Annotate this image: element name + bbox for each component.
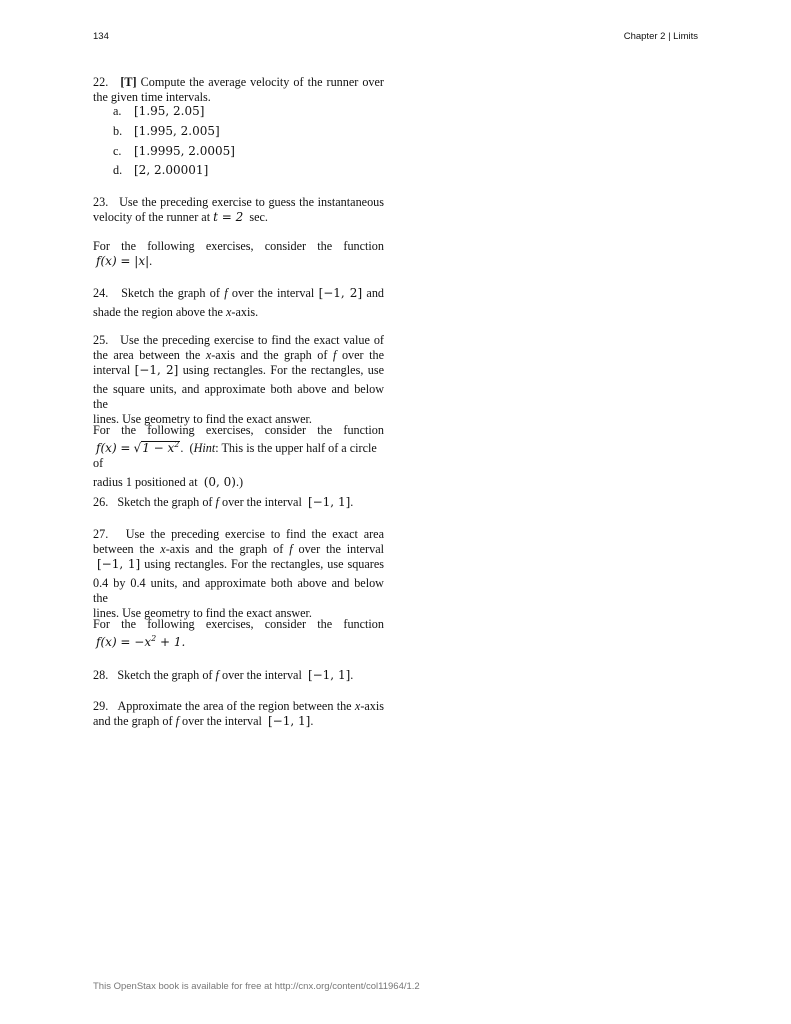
interval-value: [2, 2.00001] (134, 163, 209, 177)
exercise-number: 27. (93, 527, 109, 541)
function-name: f (224, 286, 228, 300)
exercise-22-item-b (113, 124, 373, 139)
variable-name: x (354, 699, 361, 713)
exercise-text: using rectangles. For the rectangles, use squares (144, 557, 385, 571)
exercise-text: over the interval (221, 495, 302, 509)
page-number: 134 (93, 31, 109, 42)
exercise-23 (93, 195, 384, 225)
instruction-f-semicircle: For the following exercises, consider the function $f(x) = √1 - x^2$. (Hint: This is the upper half of a circle of radius 1 positioned at (0, 0).) (93, 423, 384, 489)
interval-value: [−1, 1] (96, 557, 141, 571)
instruction-f-parabola (93, 617, 384, 650)
interval-value: [−1, 1] (307, 495, 351, 509)
exercise-text: Use the preceding exercise to guess the instantaneous (119, 195, 385, 209)
exercise-22-item-a (113, 104, 373, 119)
exercise-text: Use the preceding exercise to find the exact area (125, 527, 385, 541)
exercise-number: 29. (93, 699, 109, 713)
punctuation: . (180, 441, 184, 455)
exercise-text: lines. Use geometry to find the exact answer. (93, 412, 312, 426)
exercise-text: and the graph of (93, 714, 173, 728)
function-name: f (215, 668, 219, 682)
variable-name: x (205, 348, 212, 362)
exercise-22 (93, 75, 384, 105)
exercise-text: over the interval (231, 286, 315, 300)
instruction-f-abs (93, 239, 384, 269)
exercise-number: 25. (93, 333, 109, 347)
punctuation: . (350, 668, 354, 682)
exercise-text: Sketch the graph of (117, 495, 213, 509)
math-expression: t = 2 (213, 210, 244, 224)
function-name: f (215, 495, 219, 509)
exercise-24 (93, 286, 384, 320)
punctuation: . (350, 495, 354, 509)
punctuation: .) (235, 475, 244, 489)
exercise-text: -axis (360, 699, 385, 713)
exercise-text: -axis. (231, 305, 259, 319)
exercise-text: sec. (249, 210, 268, 224)
exercise-text: shade the region above the (93, 305, 223, 319)
interval-value: [1.95, 2.05] (134, 104, 205, 118)
exercise-26 (93, 495, 384, 510)
exercise-text: lines. Use geometry to find the exact answer. (93, 606, 312, 620)
exercise-text: Sketch the graph of (121, 286, 220, 300)
item-label: d. (113, 163, 123, 177)
interval-value: [1.9995, 2.0005] (134, 144, 235, 158)
exercise-text: interval (93, 363, 131, 377)
exercise-number: 28. (93, 668, 109, 682)
exercise-text: between the (93, 542, 155, 556)
punctuation: . (310, 714, 314, 728)
hint-label: Hint (193, 441, 216, 455)
exercise-text: 0.4 by 0.4 units, and approximate both above and below the (93, 576, 384, 605)
interval-value: [−1, 1] (307, 668, 351, 682)
exercise-text: velocity of the runner at (93, 210, 211, 224)
exercise-number: 26. (93, 495, 109, 509)
interval-value: [−1, 2] (318, 286, 363, 300)
exercise-text: and (366, 286, 385, 300)
exercise-25 (93, 333, 384, 427)
exercise-text: over the interval (221, 668, 302, 682)
function-name: f (333, 348, 337, 362)
interval-value: [−1, 2] (134, 363, 179, 377)
item-label: a. (113, 104, 122, 118)
exercise-text: the given time intervals. (93, 90, 211, 104)
function-definition: f(x) = |x| (96, 254, 150, 268)
exercise-text: over the interval (298, 542, 384, 556)
punctuation: . (149, 254, 153, 268)
exercise-text: Use the preceding exercise to find the exact value of (120, 333, 384, 347)
variable-name: x (160, 542, 166, 556)
function-name: f (175, 714, 179, 728)
instruction-text: For the following exercises, consider the function (93, 617, 384, 631)
exercise-22-item-c (113, 144, 373, 159)
function-name: f (289, 542, 293, 556)
exercise-text: the area between the (93, 348, 201, 362)
technology-tag: [T] (120, 75, 137, 89)
exercise-number: 22. (93, 75, 109, 89)
exercise-text: Sketch the graph of (117, 668, 213, 682)
exercise-text: -axis and the graph of (165, 542, 284, 556)
instruction-text: For the following exercises, consider the function (93, 423, 384, 437)
exercise-number: 23. (93, 195, 109, 209)
footer-notice: This OpenStax book is available for free at http://cnx.org/content/col11964/1.2 (93, 981, 420, 992)
function-definition: $f(x) = -x^2 + 1$. (96, 634, 186, 649)
exercise-text: Approximate the area of the region between the (117, 699, 352, 713)
exercise-text: over the (341, 348, 385, 362)
exercise-text: Compute the average velocity of the runner over (140, 75, 384, 89)
chapter-label: Chapter 2 | Limits (623, 31, 698, 42)
exercise-text: -axis and the graph of (211, 348, 328, 362)
interval-value: [−1, 1] (267, 714, 311, 728)
exercise-27 (93, 527, 384, 621)
exercise-22-item-d (113, 163, 373, 178)
exercise-text: over the interval (182, 714, 262, 728)
instruction-text: radius 1 positioned at (93, 475, 198, 489)
hint-text: : This is the upper half of a circle of (93, 441, 377, 470)
exercise-29 (93, 699, 384, 729)
variable-name: x (226, 305, 232, 319)
instruction-text: For the following exercises, consider the function (93, 239, 384, 253)
exercise-text: the square units, and approximate both above and below the (93, 382, 384, 411)
item-label: c. (113, 144, 122, 158)
interval-value: [1.995, 2.005] (134, 124, 220, 138)
exercise-28 (93, 668, 384, 683)
point-value: (0, 0) (203, 475, 236, 489)
function-definition: f(x) = (96, 441, 131, 455)
radicand: $1 - x^2$ (142, 440, 180, 455)
exercise-text: using rectangles. For the rectangles, use (182, 363, 384, 377)
exercise-number: 24. (93, 286, 109, 300)
item-label: b. (113, 124, 123, 138)
